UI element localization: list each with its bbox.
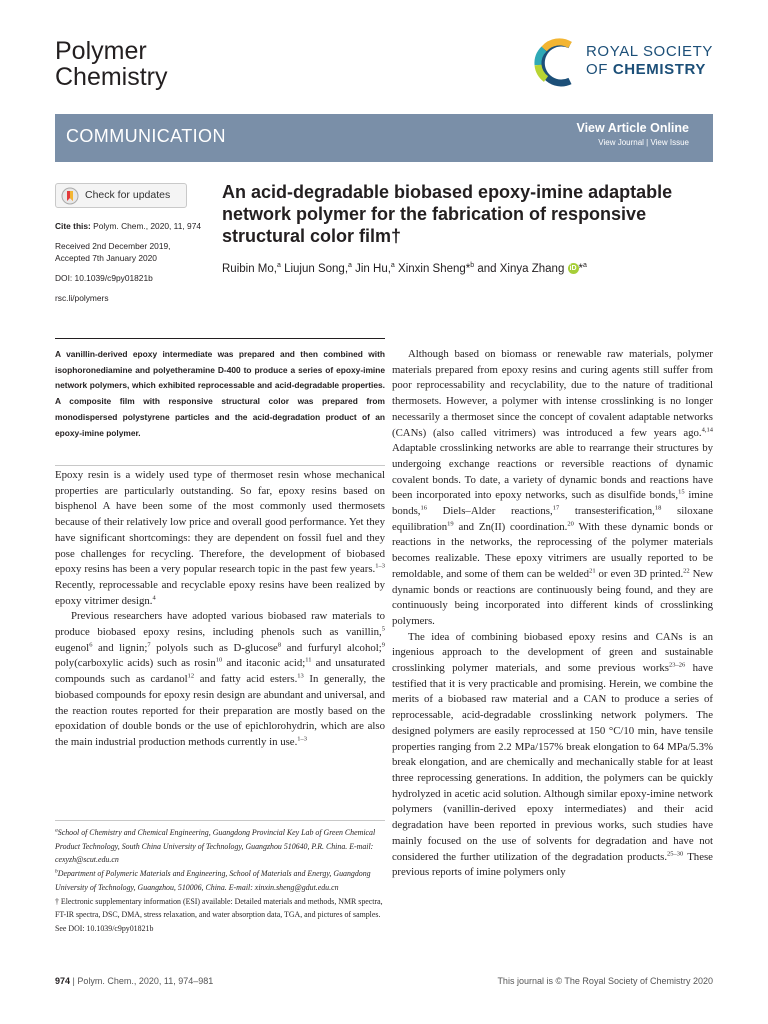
view-article-online-link[interactable]: View Article Online: [576, 121, 689, 135]
abstract-text: A vanillin-derived epoxy intermediate was prepared and then combined with isophoronediamine and polyetheramine D-400 to produce a series of epoxy-imine network polymers, which exhibited reprocessable and acid-degradable properties. A composite film with responsive structural color was prepared from monodispersed polystyrene particles and the acid-degradation product of an epoxy-imine polymer.: [55, 349, 385, 438]
esi-note: † Electronic supplementary information (ESI) available: Detailed materials and methods, NMR spectra, FT-IR spectra, DSC, DMA, stress relaxation, and water absorption data, TGA, and pictures of samples. See DOI: 10.1039/c9py01821b: [55, 896, 383, 933]
article-meta: [55, 220, 205, 312]
paragraph: Epoxy resin is a widely used type of thermoset resin whose mechanical properties are particularly outstanding. So far, epoxy resins based on bisphenol A have been some of the most commonly used thermosets because of their relatively low price and overall good performance. Yet they have significant shortcomings: they are dependent on fossil fuel and they pose challenges for recycling. Therefore, the development of biobased epoxy resins has been a very popular research topic in the past few years.$^{1-3}$ Recently, reprocessable and recyclable epoxy resins have been realized by epoxy vitrimer design.$^4$: [55, 469, 385, 607]
footer-citation: 974 | Polym. Chem., 2020, 11, 974–981: [55, 976, 214, 986]
rsc-logo-line2: OF CHEMISTRY: [586, 61, 706, 78]
check-for-updates-button[interactable]: [55, 183, 187, 208]
abstract-bottom-rule: [55, 465, 385, 466]
paragraph: Previous researchers have adopted various biobased raw materials to produce biobased epoxy resins, including phenols such as vanillin,$^5$ eugenol$^6$ and lignin;$^7$ polyols such as D-glucose$^8$ and furfuryl alcohol;$^9$ poly(carboxylic acids) such as rosin$^{10}$ and itaconic acid;$^{11}$ and unsaturated compounds such as cardanol$^{12}$ and fatty acid esters.$^{13}$ In generally, the biobased compounds for epoxy resin design are abundant and universal, and the reaction routes reported for their preparation are mostly based on the epoxidation of double bonds or the use of epichlorohydrin, which are also the main industrial production methods currently in use.$^{1-3}$: [55, 610, 386, 748]
affiliation-a: $^a$School of Chemistry and Chemical Engineering, Guangdong Provincial Key Lab of Green Chemical Product Technology, South China University of Technology, Guangzhou 510640, P.R. China. E-mail: cexyzh@scut.edu.cn: [55, 827, 376, 865]
article-title: An acid-degradable biobased epoxy-imine adaptable network polymer for the fabrication of responsive structural color film†: [222, 182, 673, 246]
footnote-rule: [55, 820, 385, 821]
dates: Received 2nd December 2019, Accepted 7th January 2020: [55, 241, 171, 263]
bookmark-icon: [61, 187, 79, 205]
body-column-right: [392, 347, 713, 881]
journal-site-link[interactable]: rsc.li/polymers: [55, 293, 109, 303]
footer-copyright: This journal is © The Royal Society of Chemistry 2020: [497, 976, 713, 986]
abstract: [55, 347, 385, 441]
affiliation-b: $^b$Department of Polymeric Materials and Engineering, School of Materials and Energy, Guangdong University of Technology, Guangzhou, 510006, China. E-mail: xinxin.sheng@gdut.edu.cn: [55, 868, 371, 892]
orcid-icon[interactable]: iD: [569, 265, 577, 273]
doi[interactable]: DOI: 10.1039/c9py01821b: [55, 273, 153, 283]
footnotes: [55, 826, 385, 936]
article-type-banner: [55, 114, 713, 162]
paragraph: The idea of combining biobased epoxy resins and CANs is an ingenious approach to the development of green and sustainable crosslinking polymer materials, and some previous works$^{23-26}$ have testified that it is very practicable and promising. Herein, we combine the merits of a biobased raw material and a CAN to produce a series of reprocessable, acid-degradable crosslinking network polymers. The designed polymers are easily reprocessed at 150 °C/10 min, have tensile properties ranging from 2.2 MPa/157% break elongation to 64 MPa/5.3% break elongation, and are chemically and mechanically stable for at least three reprocessing generations. In addition, the polymers can be quickly hydrolyzed in acetic acid solution. Although similar epoxy-imine network polymers (vanillin-derived epoxy intermediates) and their acid degradation have been reported in previous works, such studies have mainly focused on the use of solvents for degradation and have not considered the further utilization of the degradation products.$^{25-30}$ These previous reports of imine polymers only: [392, 630, 713, 879]
abstract-top-rule: [55, 338, 385, 339]
citation: Cite this: Polym. Chem., 2020, 11, 974: [55, 221, 202, 231]
rsc-logo-line1: ROYAL SOCIETY: [586, 43, 713, 60]
paragraph: Although based on biomass or renewable raw materials, polymer materials prepared from epoxy resins and curing agents still suffer from poor reprocessability and recyclability, due to the nature of traditional thermosets. However, a polymer with intense crosslinking is no longer necessarily a thermoset since the concept of covalent adaptable networks (CANs) (also called vitrimers) was introduced a few years ago.$^{4,14}$ Adaptable crosslinking networks are able to rearrange their structures by undergoing exchange reactions or reversible reactions of dynamic covalent bonds. To date, a variety of dynamic bonds and reactions have been incorporated into epoxy networks, such as disulfide bonds,$^{15}$ imine bonds,$^{16}$ Diels–Alder reactions,$^{17}$ transesterification,$^{18}$ siloxane equilibration$^{19}$ and Zn(II) coordination.$^{20}$ With these dynamic bonds or reactions in the networks, the reprocessing of the polymer materials becomes realizable. These epoxy vitrimers are usually reported to be remoldable, and some of them can be welded$^{21}$ or even 3D printed.$^{22}$ New dynamic bonds or reactions are continuously being found, and they are continuously being incorporated into different kinds of crosslinking polymers.: [392, 348, 714, 627]
check-for-updates-label: Check for updates: [85, 189, 171, 201]
author-list: Ruibin Mo,$^a$ Liujun Song,$^a$ Jin Hu,$^a$ Xinxin Sheng*$^b$ and Xinya Zhang iD *$^a$: [222, 262, 587, 275]
rsc-logo[interactable]: [530, 35, 720, 91]
body-column-left: [55, 468, 385, 751]
article-type: COMMUNICATION: [66, 126, 226, 146]
view-journal-issue-links[interactable]: View Journal | View Issue: [598, 138, 689, 147]
rsc-logo-icon: [530, 35, 580, 91]
journal-title-line2: Chemistry: [55, 63, 168, 91]
journal-title: [55, 38, 168, 90]
journal-title-line1: Polymer: [55, 37, 147, 65]
